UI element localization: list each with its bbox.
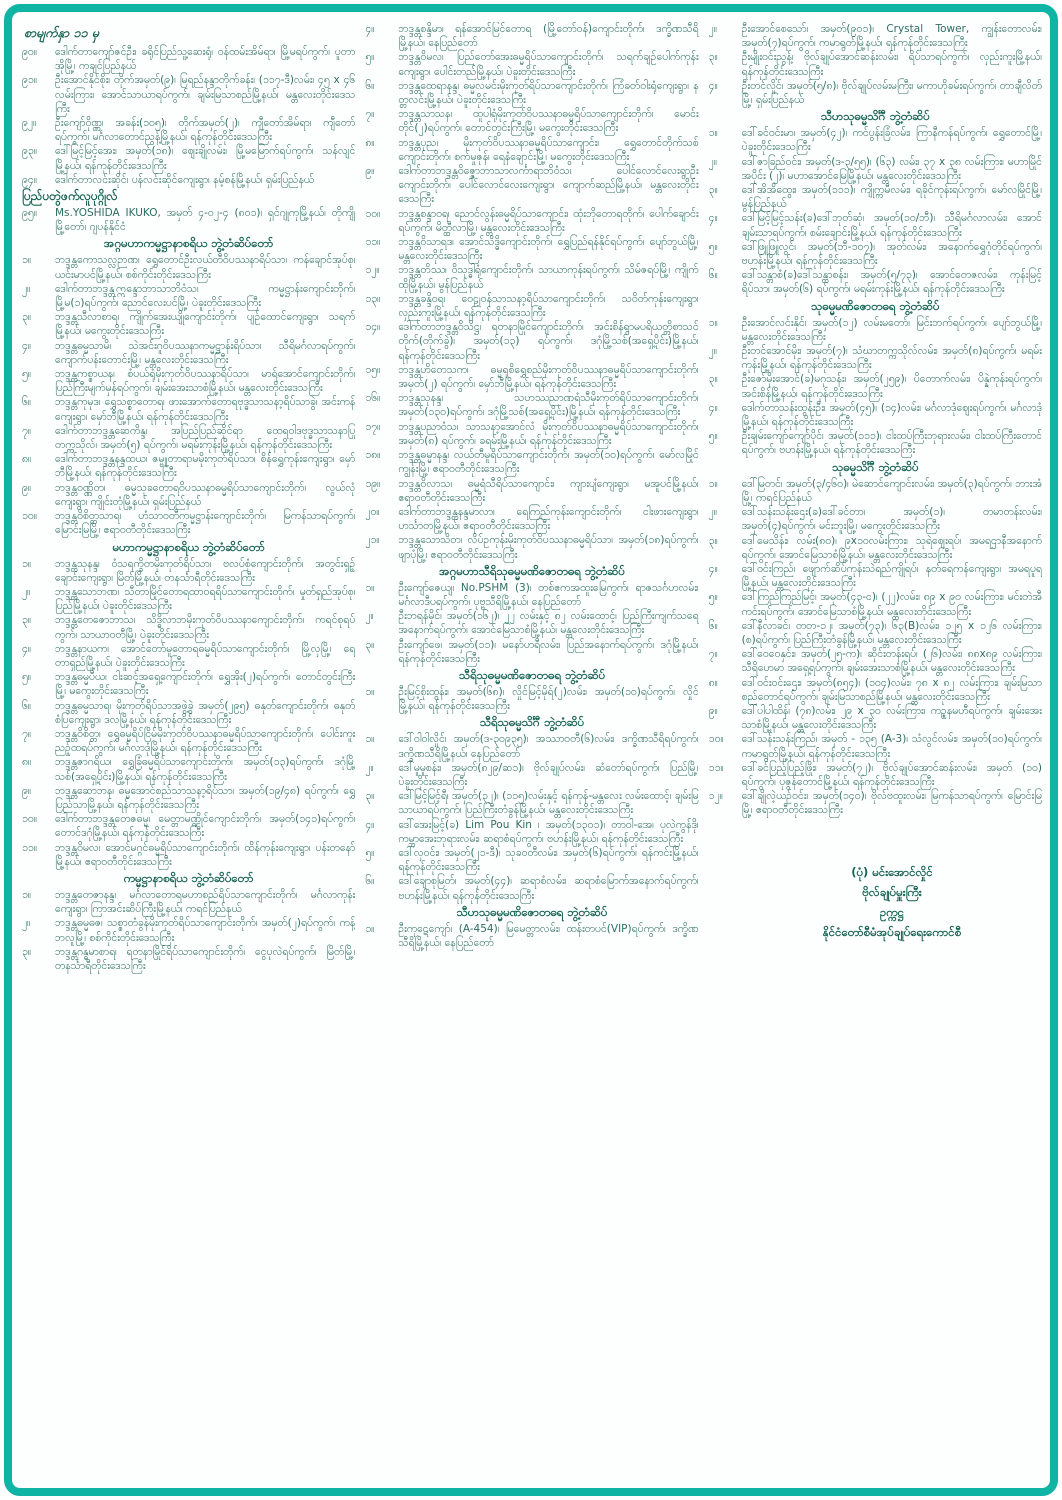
- list-item: [365, 235, 698, 263]
- item-number: ၁။: [365, 922, 375, 935]
- item-text: ဘဒ္ဒန္တစန္ဒိမာ၊ ရန်အောင်မြင်တောရ (မြို့တော်ဝန်)ကျောင်းတိုက်၊ ဒက္ခိဏသီရိမြို့နယ်၊ နေပြည်တော်: [398, 23, 699, 50]
- list-item: [22, 253, 355, 281]
- item-text: ဒေါက်တာလင်းဆိုင်၊ ပန်လင်းဆိုင်ကျေးရွာ၊ နမ့်စန်မြို့နယ်၊ ရှမ်းပြည်နယ်: [55, 173, 315, 186]
- list-item: [22, 613, 355, 641]
- item-number: ၂၀။: [365, 505, 380, 518]
- item-number: ၉။: [22, 784, 32, 797]
- item-number: ၅။: [365, 51, 375, 64]
- item-number: ၆။: [22, 396, 32, 409]
- item-number: ၂။: [708, 23, 717, 35]
- item-text: ဘဒ္ဒန္တဝိစိတ္တ၊ ရွှေဓမ္မရိပ်ငြိမ်မိုးကုတ်ဝိပဿနာဓမ္မရိပ်သာကျောင်းတိုက်၊ ပေါင်းကူးညဉ့်ထရပ်ကွက်၊ မင်္ဂလာဒုံမြို့နယ်၊ ရန်ကုန်တိုင်းဒေသကြီး: [55, 727, 356, 755]
- item-text: ဒေါ်ကြည်ကြည်မြင့်၊ အမှတ်(၄၃-င)၊ (၂၂)လမ်း၊ ၈၉ x ၉၀ လမ်းကြား၊ မင်းတဲအီကင်းရပ်ကွက်၊ အောင်မြေသာစံမြို့နယ်၊ မန္တလေးတိုင်းဒေသကြီး: [741, 591, 1042, 618]
- item-text: ဘဒ္ဒန္တခန္ဒိဝရ၊ ဝေဠုဝန်သာသနာ့ရိပ်သာကျောင်းတိုက်၊ သဝိတ်ကုန်းကျေးရွာ၊ လှည်းကူးမြို့နယ်၊ ရန်ကုန်တိုင်းဒေသကြီး: [398, 292, 699, 320]
- list-item: [365, 477, 698, 505]
- item-number: ၁၂။: [708, 790, 723, 803]
- item-text: ဒေါက်တာဘဒ္ဒန္တနန္ဒထယ၊ ဇမ္ဗူတာရာမမိုးကုတ်ရိပ်သာ၊ စိန်ရွှေကုန်းကျေးရွာ၊ မှော်ဘီမြို့နယ်၊ ရန်ကုန်တိုင်းဒေသကြီး: [55, 453, 356, 480]
- item-number: ၉၂။: [22, 117, 37, 130]
- list-item: [365, 448, 698, 476]
- item-text: ဒေါက်တာဘဒ္ဒန္တဝိသိဋ္ဌ၊ ရတနာမြိုင်ကျောင်းတိုက်၊ အင်းစိန်ရွာမပရိယတ္တိစာသင်တိုက်(တိုက်ခွဲ)၊ အမှတ်(၁၃) ရပ်ကွက်၊ ဒဂုံမြို့သစ်(အရှေ့ပိုင်း)မြို့နယ်၊ ရန်ကုန်တိုင်းဒေသကြီး: [398, 321, 699, 362]
- list-item: [709, 429, 1042, 457]
- item-text: ဘဒ္ဒန္တသုနန္ဒ၊ ဝံသရက္ခိတမိုးကုတ်ရိပ်သာ၊ ဗလပ်စုံကျောင်းတိုက်၊ အတွင်းရှဉ့်ချောင်းကျေးရွာ၊ မြိတ်မြို့နယ်၊ တနင်္သာရီတိုင်းဒေသကြီး: [55, 557, 356, 584]
- item-number: ၄။: [708, 401, 718, 414]
- list-item: [365, 50, 698, 78]
- item-text: ဒေါ်ဝါဝါလှိုင်၊ အမှတ်(ဒ-၃၀၉၃၅)၊ အဿာဝတီ(၆)လမ်း၊ ဒက္ခိဏသီရိရပ်ကွက်၊ ဒက္ခိဏသီရိမြို့နယ်၊ နေပြည်တော်: [398, 733, 699, 760]
- item-number: ၉၅။: [22, 207, 37, 220]
- item-text: ဦးအောင်နိုင်စိုး၊ တိုက်အမှတ်(၉)၊ မြရည်နန္ဒာတိုက်ခန်း၊ (၁၁၇-ဒီ)လမ်း၊ ၄၅ x ၄၆ လမ်းကြား၊ အောင်သာယာရပ်ကွက်၊ ချမ်းမြသာစည်မြို့နယ်၊ မန္တလေးတိုင်းဒေသကြီး: [55, 74, 356, 115]
- list-item: [709, 676, 1042, 704]
- item-number: ၉၄။: [22, 173, 37, 186]
- item-number: ၄။: [365, 818, 375, 831]
- item-text: ဦးကုဋေကျော်၊ (A-454)၊ မြမေတ္တာလမ်း၊ ထန်းတပင်(VIP)ရပ်ကွက်၊ ဒက္ခိဏသီရိမြို့နယ်၊ နေပြည်တော်: [398, 922, 699, 949]
- list-item: [22, 945, 355, 973]
- list-item: [22, 73, 355, 116]
- item-number: ၅။: [22, 368, 32, 381]
- item-text: ဘဒ္ဒန္တပုည၊ မိုးကုတ်ဝိပဿနာဓမ္မရိပ်သာကျောင်း၊ ရွှေတောင်တိုက်သစ်ကျောင်းတိုက်၊ စက်မှုဇုန်၊ ရေနံချောင်းမြို့၊ မကွေးတိုင်းဒေသကြီး: [398, 136, 699, 163]
- item-text: ဘဒ္ဒန္တတေဇောဘာသ၊ သိဒ္ဓိလာဘမိုးကုတ်ဝိပဿနာကျောင်းတိုက်၊ ကရင်စုရပ်ကွက်၊ သာယာဝတီမြို့၊ ပဲခူးတိုင်းဒေသကြီး: [55, 614, 356, 641]
- item-text: ဘဒ္ဒန္တဆောဘန၊ ဓမ္မအောင်စည်သာသနာ့ရိပ်သာ၊ အမှတ်(၁၉/၄၈) ရပ်ကွက်၊ ရွှေပြည်သာမြို့နယ်၊ ရန်ကုန်တိုင်းဒေသကြီး: [55, 784, 356, 811]
- item-number: ၉။: [22, 481, 32, 494]
- list-item: [365, 533, 698, 561]
- item-number: ၄။: [708, 212, 718, 225]
- item-text: ဒေါ်အိအိထွေး၊ အမှတ်(၁၁၁)၊ ကျိုက္ကမီလမ်း၊ ရခိုင်ကုန်းရပ်ကွက်၊ မော်လမြိုင်မြို့၊ မွန်ပြည်နယ်: [741, 184, 1042, 211]
- item-text: ဦးမြင့်စိုးထွန်း၊ အမှတ်(၆၈)၊ လှိုင်မြင့်မိုရ်(၂)လမ်း၊ အမှတ်(၁၀)ရပ်ကွက်၊ လှိုင်မြို့နယ်၊ ရန်ကုန်တိုင်းဒေသကြီး: [398, 685, 699, 713]
- list-item: [709, 183, 1042, 211]
- list-item: [365, 391, 698, 419]
- list-item: [22, 557, 355, 585]
- item-number: ၈။: [708, 676, 718, 689]
- item-number: ၃။: [22, 614, 32, 627]
- item-text: ဒေါ်အေးမြင့်(ခ) Lim Pou Kin ၊ အမှတ်(၁၃၀၁)၊ တာဝါ-အေ၊ ပုလဲကွန်ဒို၊ ကမ္ဘာအေးဘုရားလမ်း၊ ဆရာစံရပ်ကွက်၊ ဗဟန်းမြို့နယ်၊ ရန်ကုန်တိုင်းဒေသကြီး: [398, 818, 699, 845]
- list-item: [22, 585, 355, 613]
- item-text: ဘဒ္ဒန္တဝိမလ၊ အောင်မဂ္ဂင်ဓမ္မရိပ်သာကျောင်းတိုက်၊ ထိန်ကုန်းကျေးရွာ၊ ပန်းတနော်မြို့နယ်၊ ဧရာဝတီတိုင်းဒေသကြီး: [55, 841, 356, 868]
- list-item: [22, 755, 355, 783]
- item-number: ၃။: [365, 790, 375, 803]
- list-item: [709, 619, 1042, 647]
- item-text: ဘဒ္ဒန္တဇာဂရိယ၊ ရွှေခြံဓမ္မရိပ်သာကျောင်းတိုက်၊ အမှတ်(၁၃)ရပ်ကွက်၊ ဒဂုံမြို့သစ်(အရှေ့ပိုင်း)မြို့နယ်၊ ရန်ကုန်တိုင်းဒေသကြီး: [55, 756, 356, 783]
- item-text: ဒေါ်ခင်ဝင်းမာ၊ အမှတ်(၄၂)၊ ကင်ပွန်းခြံလမ်း၊ ကြာနီကန်ရပ်ကွက်၊ ရွှေတောင်မြို့၊ ပဲခူးတိုင်းဒေသကြီး: [741, 127, 1042, 154]
- item-text: ဘဒ္ဒန္တသာသန၊ ထူပါရုံမိုးကုတ်ဝိပဿနာဓမ္မရိပ်သာကျောင်းတိုက်၊ မောင်းတိုင်(၂)ရပ်ကွက်၊ တောင်တွင်းကြီးမြို့၊ မကွေးတိုင်းဒေသကြီး: [398, 108, 699, 135]
- list-item: [365, 761, 698, 789]
- signature-position: ဥက္ကဋ္ဌ: [880, 904, 904, 919]
- item-text: ဘဒ္ဒန္တဓမ္မသာရ၊ မိုးကုတ်ရိပ်သာအဖွဲ့ခွဲ အမှတ်(၂၉၅) ဓနုတ်ကျောင်းတိုက်၊ ဓနုတ်စံပြကျေးရွာ၊ ဒလမြို့နယ်၊ ရန်ကုန်တိုင်းဒေသကြီး: [55, 699, 356, 726]
- item-number: ၁၀။: [708, 733, 724, 746]
- list-item: [365, 581, 698, 609]
- section-heading: ပြည်ပတွဲဖက်လူပုဂ္ဂိုလ်: [22, 189, 118, 204]
- item-number: ၅။: [708, 430, 718, 443]
- list-item: [709, 505, 1042, 533]
- section-heading: အဂ္ဂမဟာသီရိသုဓမ္မမဏိဇောတဓရ ဘွဲ့တံဆိပ်: [439, 563, 625, 578]
- item-number: ၁။: [365, 581, 375, 594]
- item-text: ဦးကျော်ဖေ၊ အမှတ်(၁၁)၊ မနော်ဟရီလမ်း၊ ပြည်အနောက်ရပ်ကွက်၊ ဒဂုံမြို့နယ်၊ ရန်ကုန်တိုင်းဒေသကြီး: [398, 638, 699, 665]
- list-item: [709, 761, 1042, 789]
- item-text: ဒေါ်မေသိန်း၊ လမ်း(၈၀)၊ ၉x၁၀လမ်းကြား၊ သုရဲဈေးရပ်၊ အမရဌာနီအနောက်ရပ်ကွက်၊ အောင်မြေသာစံမြို့နယ်၊ မန္တလေးတိုင်းဒေသကြီး: [741, 534, 1042, 561]
- column-2-blocks: [365, 22, 698, 950]
- list-item: [22, 339, 355, 367]
- item-number: ၇။: [22, 727, 32, 740]
- list-item: [22, 367, 355, 395]
- item-number: ၂။: [22, 585, 31, 598]
- item-text: ဒေါ်မြင့်မြင့်သန်း(ခ)ဒေါ်ဘုတ်ဆုံ၊ အမှတ်(၁၀/ဘီ)၊ သီရိမင်္ဂလာလမ်း၊ အောင်ချမ်းသာရပ်ကွက်၊ စမ်းချောင်းမြို့နယ်၊ ရန်ကုန်တိုင်းဒေသကြီး: [741, 212, 1042, 239]
- item-number: ၅။: [22, 671, 32, 684]
- item-text: ဘဒ္ဒန္တသောသိတ၊ လိပ်ဥကုန်းမိုးကုတ်ဝိပဿနာဓမ္မရိပ်သာ၊ အမှတ်(၁၈)ရပ်ကွက်၊ ဖျာပုံမြို့၊ ဧရာဝတီတိုင်းဒေသကြီး: [398, 534, 699, 561]
- item-text: ဘဒ္ဒန္တသုနန္ဒ၊ သဟဿညာဏရံသီမိုးကုတ်ရိပ်သာကျောင်းတိုက်၊ အမှတ်(၁၃၀)ရပ်ကွက်၊ ဒဂုံမြို့သစ်(အရှေ့ပိုင်း)မြို့နယ်၊ ရန်ကုန်တိုင်းဒေသကြီး: [398, 392, 699, 419]
- list-item: [365, 420, 698, 448]
- item-text: ဒေါက်တာကျော်ဇင်ဦး၊ ခရိုင်ပြည်သူ့ဆေးရုံ၊ ဝန်ထမ်းအိမ်ရာ၊ မြို့မရပ်ကွက်၊ ပူတာအိုမြို့၊ ကချင်ပြည်နယ်: [55, 46, 356, 73]
- item-number: ၉၁။: [22, 74, 37, 87]
- item-text: ဘဒ္ဒန္တစန္ဒာဝရ၊ ညောင်လွန်းဓမ္မရိပ်သာကျောင်း၊ ထုံးဘိုတောရတိုက်၊ ပေါက်ချောင်းရပ်ကွက်၊ မိတ္ထီလာမြို့၊ မန္တလေးတိုင်းဒေသကြီး: [398, 207, 699, 234]
- list-item: [22, 509, 355, 537]
- item-number: ၁။: [708, 477, 718, 490]
- item-number: ၄။: [365, 23, 375, 35]
- item-number: ၃။: [708, 184, 718, 197]
- item-text: ဘဒ္ဒန္တတေဇာနန္ဒ၊ မင်္ဂလာတောရမဟာစည်ရိပ်သာကျောင်းတိုက်၊ မင်္ဂလာကုန်းကျေးရွာ၊ ကြာအင်းဆိပ်ကြီးမြို့နယ်၊ ကရင်ပြည်နယ်: [55, 888, 356, 916]
- continued-from-note: စာမျက်နှာ ၁၁ မှ: [24, 25, 100, 40]
- item-text: ဒေါက်တာဘဒ္ဒန္တနန္ဒမာလာ၊ ရေကြည်ကုန်းကျောင်းတိုက်၊ ငါးဖားကျေးရွာ၊ ဟင်္သာတမြို့နယ်၊ ဧရာဝတီတိုင်းဒေသကြီး: [398, 505, 699, 533]
- item-number: ၃။: [708, 51, 718, 64]
- section-heading: သီရိသုဓမ္မမဏိဇောတဓရ ဘွဲ့တံဆိပ်: [458, 667, 606, 682]
- item-text: ဦးချမ်းကျော်ကျော်ပိုင်၊ အမှတ်(၁၁၁)၊ ငါးထပ်ကြီးဘုရားလမ်း၊ ငါးထပ်ကြီးတောင်ရပ်ကွက်၊ ဗဟန်းမြို့နယ်၊ ရန်ကုန်တိုင်းဒေသကြီး: [741, 430, 1042, 457]
- list-item: [365, 164, 698, 207]
- item-text: ဘဒ္ဒန္တဓမ္မသာမိ၊ သဲအင်းဂူဝိပဿနာကမ္မဋ္ဌာန်းရိပ်သာ၊ သီရိမင်္ဂလာရပ်ကွက်၊ ကျောက်ပန်းတောင်းမြို့၊ မန္တလေးတိုင်းဒေသကြီး: [55, 339, 356, 366]
- item-number: ၁၁။: [365, 236, 381, 249]
- column-3-blocks: [709, 22, 1042, 818]
- list-item: [22, 116, 355, 144]
- item-number: ၁၇။: [365, 420, 381, 433]
- item-number: ၆။: [22, 699, 32, 712]
- item-number: ၄။: [708, 562, 718, 575]
- item-text: ဘဒ္ဒန္တကစ္စာယန၊ စံပယ်ရုံမိုးကုတ်ဝိပဿနာရိပ်သာ၊ မာရ်အောင်ကျောင်းတိုက်၊ ပြည်ကြီးမျက်မှန်ရပ်ကွက်၊ ချမ်းအေးသာစံမြို့နယ်၊ မန္တလေးတိုင်းဒေသကြီး: [55, 368, 356, 395]
- item-number: ၆။: [708, 269, 718, 282]
- item-number: ၄။: [22, 642, 32, 655]
- item-number: ၃။: [22, 945, 32, 958]
- list-item: [709, 789, 1042, 817]
- item-number: ၁၄။: [365, 321, 381, 334]
- list-item: [709, 647, 1042, 675]
- item-text: ဘဒ္ဒန္တဝိလာသ၊ ဓမ္မရံသီရိပ်သာကျောင်း၊ ကျားပျံကျေးရွာ၊ မအူပင်မြို့နယ်၊ ဧရာဝတီတိုင်းဒေသကြီး: [398, 477, 699, 504]
- item-number: ၇။: [365, 108, 375, 121]
- list-item: [22, 642, 355, 670]
- list-item: [365, 638, 698, 666]
- list-item: [709, 268, 1042, 296]
- list-item: [22, 424, 355, 452]
- item-number: ၂။: [708, 155, 717, 168]
- item-text: ဒေါ်ဖြူဖြူလွင်၊ အမှတ်(ဘီ-၁၀၇)၊ အုတ်လမ်း၊ အနောက်ရွှေဂုံတိုင်ရပ်ကွက်၊ ဗဟန်းမြို့နယ်၊ ရန်ကုန်တိုင်းဒေသကြီး: [741, 240, 1042, 268]
- list-item: [22, 282, 355, 310]
- item-number: ၁၀။: [22, 813, 37, 826]
- signature-block: [742, 862, 1042, 942]
- item-text: ဘဒ္ဒန္တဟိတေသက၊ ဓမ္မရုစိရွှေစည်မိုးကုတ်ဝိပဿနာဓမ္မရိပ်သာကျောင်းတိုက်၊ အမှတ်(၂) ရပ်ကွက်၊ မှော်ဘီမြို့နယ်၊ ရန်ကုန်တိုင်းဒေသကြီး: [398, 363, 699, 391]
- item-text: ဦးအောင်စေသော်၊ အမှတ်(၉၀၁)၊ Crystal Tower, ကျွန်းတောလမ်း၊ အမှတ်(၇)ရပ်ကွက်၊ ကမာရွတ်မြို့နယ်၊ ရန်ကုန်တိုင်းဒေသကြီး: [741, 23, 1042, 50]
- item-text: ဘဒ္ဒန္တဝိသာရဒ၊ အောင်သိဒ္ဓိကျောင်းတိုက်၊ ရွှေပြည်ရန်နိုင်ရပ်ကွက်၊ ပျော်ဘွယ်မြို့၊ မန္တလေးတိုင်းဒေသကြီး: [398, 236, 699, 263]
- list-item: [22, 888, 355, 916]
- list-item: [709, 477, 1042, 505]
- item-number: ၁၆။: [365, 392, 381, 405]
- page-columns: [22, 22, 1042, 1480]
- list-item: [22, 310, 355, 338]
- list-item: [709, 534, 1042, 562]
- item-text: ဦးတင်အောင်မိုး၊ အမှတ်(၇)၊ သံဃာတက္ကသိုလ်လမ်း၊ အမှတ်(၈)ရပ်ကွက်၊ မရမ်းကုန်းမြို့နယ်၊ ရန်ကုန်တိုင်းဒေသကြီး: [741, 345, 1042, 372]
- list-item: [22, 699, 355, 727]
- list-item: [22, 727, 355, 755]
- item-text: ဒေါ်သန္တာစံ(ခ)ဒေါ်သန္တာစန်း၊ အမှတ်(၅/၇၃)၊ အောင်တေဇလမ်း၊ ကုန်းမြင့်ရိပ်သာ၊ အမှတ်(၆) ရပ်ကွက်၊ မရမ်းကုန်းမြို့နယ်၊ ရန်ကုန်တိုင်းဒေသကြီး: [741, 269, 1042, 296]
- list-item: [365, 818, 698, 846]
- list-item: [365, 874, 698, 902]
- list-item: [22, 206, 355, 234]
- item-number: ၈။: [22, 453, 32, 466]
- item-number: ၃။: [708, 373, 718, 386]
- item-text: ဒေါ်ဇာခြည်ဝင်း၊ အမှတ်(ဒ-၃/၅၅)၊ (၆၃) လမ်း၊ ၃၇ x ၃၈ လမ်းကြား၊ မဟာမြိုင်အပိုင်း (၂)၊ မဟာအောင်မြေမြို့နယ်၊ မန္တလေးတိုင်းဒေသကြီး: [741, 155, 1042, 182]
- list-item: [365, 789, 698, 817]
- item-text: ဦးကျော်ဝိုဏ္ဏ၊ အခန်း(၁၀၅)၊ တိုက်အမှတ်(၂)၊ ကျီတော်အိမ်ရာ၊ ကျီတော်ရပ်ကွက်၊ မင်္ဂလာတောင်ညွန့်မြို့နယ်၊ ရန်ကုန်တိုင်းဒေသကြီး: [55, 117, 356, 144]
- list-item: [365, 685, 698, 713]
- section-heading: ကမ္မဋ္ဌာနာစရိယ ဘွဲ့တံဆိပ်တော်: [123, 870, 254, 885]
- item-number: ၁။: [365, 685, 375, 698]
- list-item: [709, 155, 1042, 183]
- list-item: [22, 452, 355, 480]
- list-item: [709, 316, 1042, 344]
- signature-organization: နိုင်ငံတော်စီမံအုပ်ချုပ်ရေးကောင်စီ: [822, 924, 962, 939]
- item-text: ဒေါ်ချောစုမြတ်၊ အမှတ်(၄၄)၊ ဆရာစံလမ်း၊ ဆရာစံမြောက်အနောက်ရပ်ကွက်၊ ဗဟန်းမြို့နယ်၊ ရန်ကုန်တိုင်းဒေသကြီး: [398, 875, 699, 902]
- item-text: ဦးတင်လှိုင်၊ အမှတ်(၅/၈)၊ ဗိုလ်ချုပ်လမ်းမကြီး၊ မကာဟိုခမ်းရပ်ကွက်၊ တာချီလိတ်မြို့၊ ရှမ်းပြည်နယ်: [741, 79, 1042, 107]
- item-number: ၇။: [22, 424, 32, 437]
- list-item: [365, 505, 698, 533]
- section-heading: သုဓမ္မမဏိဇောတဓရ ဘွဲ့တံဆိပ်: [811, 298, 940, 313]
- list-item: [709, 590, 1042, 618]
- item-text: ဘဒ္ဒန္တဂန္ဓမာစာရ၊ ရတနာမြိုင်ရိပ်သာကျောင်းတိုက်၊ ငွေပုလဲရပ်ကွက်၊ မြိတ်မြို့၊ တနင်္သာရီတိုင်းဒေသကြီး: [55, 945, 356, 972]
- list-item: [22, 395, 355, 423]
- list-item: [22, 173, 355, 187]
- list-item: [365, 22, 698, 50]
- item-number: ၄။: [22, 339, 32, 352]
- item-text: ဒေါ်မြင့်မြင့်အေး၊ အမှတ်(၁၈)၊ ဈေးချိုလမ်း၊ မြို့မမြောက်ရပ်ကွက်၊ သန်လျင်မြို့နယ်၊ ရန်ကုန်တိုင်းဒေသကြီး: [55, 145, 356, 172]
- item-number: ၈။: [22, 756, 32, 769]
- item-text: ဘဒ္ဒန္တဓမ္မပီယ၊ ငါးဆင့်အရှေ့ကျောင်းတိုက်၊ ရွှေအိုး(၂)ရပ်ကွက်၊ တောင်တွင်းကြီးမြို့၊ မကွေးတိုင်းဒေသကြီး: [55, 671, 356, 698]
- item-text: ဘဒ္ဒန္တပညာဝံသ၊ သာသနာ့အောင်လံ မိုးကုတ်ဝိပဿနာဓမ္မရိပ်သာကျောင်းတိုက်၊ အမှတ်(၈) ရပ်ကွက်၊ ခရမ်းမြို့နယ်၊ ရန်ကုန်တိုင်းဒေသကြီး: [398, 420, 699, 447]
- column-3: [709, 22, 1042, 1480]
- item-number: ၁၅။: [365, 363, 381, 376]
- list-item: [709, 732, 1042, 760]
- list-item: [709, 704, 1042, 732]
- column-1: [22, 22, 355, 1480]
- section-heading: သီဟသုဓမ္မမဏိဇောတဓရ ဘွဲ့တံဆိပ်: [456, 904, 608, 919]
- item-number: ၂။: [365, 610, 374, 623]
- item-number: ၆။: [365, 875, 375, 888]
- item-text: ဒေါ်မြင့်မြင့်ရီ၊ အမှတ်(၃၂)၊ (၁၁၅)လမ်းနှင့် ရန်ကုန်-မန္တလေး လမ်းထောင့်၊ ချမ်းမြသာယာရပ်ကွက်၊ ပြည်ကြီးတံခွန်မြို့နယ်၊ မန္တလေးတိုင်းဒေသကြီး: [398, 790, 699, 817]
- item-text: ဒေါက်တာသန်းထွန်းဦး၊ အမှတ်(၄၅)၊ (၁၄)လမ်း၊ မင်္ဂလာဒုံဈေးရပ်ကွက်၊ မင်္ဂလာဒုံမြို့နယ်၊ ရန်ကုန်တိုင်းဒေသကြီး: [741, 401, 1042, 429]
- list-item: [709, 372, 1042, 400]
- item-text: ဘဒ္ဒန္တသီလာစာရ၊ ကျိုက်အေးယျိုကျောင်းတိုက်၊ ပျဉ်ထောင်ကျေးရွာ၊ သရက်မြို့နယ်၊ မကွေးတိုင်းဒေသကြီး: [55, 311, 356, 338]
- item-number: ၁။: [708, 127, 718, 140]
- list-item: [709, 22, 1042, 50]
- item-number: ၄။: [708, 79, 718, 92]
- item-number: ၁။: [708, 316, 718, 329]
- item-number: ၂။: [22, 917, 31, 930]
- list-item: [365, 922, 698, 950]
- item-number: ၁၀။: [365, 207, 381, 220]
- item-text: ဘဒ္ဒန္တတိဿ၊ ဝိသုဒ္ဓါရုံကျောင်းတိုက်၊ သာယာကုန်းရပ်ကွက်၊ သိမ်ဇရပ်မြို့၊ ကျိုက်ထိုမြို့နယ်၊ မွန်ပြည်နယ်: [398, 264, 699, 291]
- item-number: ၅။: [708, 591, 718, 604]
- item-number: ၁။: [22, 557, 32, 570]
- section-heading: အဂ္ဂမဟာကမ္မဋ္ဌာနာစရိယ ဘွဲ့တံဆိပ်တော်: [103, 236, 274, 251]
- list-item: [365, 207, 698, 235]
- list-item: [22, 45, 355, 73]
- item-text: ဒေါက်တာဘဒ္ဒန္တဝိဇ္ဇောဘာသာလင်္ကာရာဘိဝံသ၊ ပေါင်လောင်လေးရွာဦးကျောင်းတိုက်၊ ပေါင်လောင်လေးကျေးရွာ၊ ကျောက်ဆည်မြို့နယ်၊ မန္တလေးတိုင်းဒေသကြီး: [398, 165, 699, 206]
- column-1-blocks: [22, 45, 355, 973]
- list-item: [709, 401, 1042, 429]
- signature-name: (ပုံ) မင်းအောင်လှိုင်: [851, 864, 933, 879]
- item-number: ၂။: [22, 282, 31, 295]
- item-number: ၂၁။: [365, 534, 380, 547]
- list-item: [365, 292, 698, 320]
- item-number: ၁၉။: [365, 477, 381, 490]
- item-text: ဘဒ္ဒန္တဝိမလ၊ ပြည်တော်အေးဓမ္မရိပ်သာကျောင်းတိုက်၊ သရက်ချဉ်ပေါက်ကုန်းကျေးရွာ၊ ပေါင်းတည်မြို့နယ်၊ ပဲခူးတိုင်းဒေသကြီး: [398, 51, 699, 78]
- item-number: ၁၁။: [708, 761, 724, 774]
- item-text: ဒေါက်တာဘဒ္ဒန္တဆေကိန္ဒ၊ အပြည်ပြည်ဆိုင်ရာ ထေရဝါဒဗုဒ္ဓသာသနာပြုတက္ကသိုလ်၊ အမှတ်(၅) ရပ်ကွက်၊ မရမ်းကုန်းမြို့နယ်၊ ရန်ကုန်တိုင်းဒေသကြီး: [55, 424, 356, 452]
- item-text: ဦးမျိုးဝင်းညွန့်၊ ဗိုလ်ချုပ်အောင်ဆန်းလမ်း၊ ရိပ်သာရပ်ကွက်၊ လှည်းကူးမြို့နယ်၊ ရန်ကုန်တိုင်းဒေသကြီး: [741, 51, 1042, 78]
- item-number: ၈။: [365, 136, 375, 149]
- item-text: ဒေါ်သန်းသန်းကြည်၊ အမှတ် - ၁၃၅ (A-3)၊ သံလွင်လမ်း၊ အမှတ်(၁၀)ရပ်ကွက်၊ ကမာရွတ်မြို့နယ်၊ ရန်ကုန်တိုင်းဒေသကြီး: [741, 733, 1042, 760]
- item-text: ဘဒ္ဒန္တဝိစိတ္တသာရ၊ ဟံသာဝတီကမ္မဋ္ဌာန်းကျောင်းတိုက်၊ မြကန်သာရပ်ကွက်၊ မြောင်းမြမြို့၊ ဧရာဝတီတိုင်းဒေသကြီး: [55, 510, 356, 537]
- item-number: ၂။: [708, 345, 717, 358]
- list-item: [365, 363, 698, 391]
- list-item: [709, 211, 1042, 239]
- item-number: ၃။: [22, 311, 32, 324]
- list-item: [22, 916, 355, 944]
- item-number: ၁၂။: [365, 264, 380, 277]
- item-number: ၆။: [708, 619, 718, 632]
- list-item: [365, 107, 698, 135]
- list-item: [365, 79, 698, 107]
- item-text: ဒေါ်ဝေဝေနှင်း၊ အမှတ်(၂၅-က)၊ ဆိုင်းတန်းရပ်၊ (၂၆)လမ်း၊ ၈၈x၈၉ လမ်းကြား၊ သီရိဟေမာ အရှေ့ရပ်ကွက်၊ ချမ်းအေးသာစံမြို့နယ်၊ မန္တလေးတိုင်းဒေသကြီး: [741, 648, 1042, 675]
- item-text: ဒေါ်သန်းသန်းဌေး(ခ)ဒေါ်ခင်တာ၊ အမှတ်(၁)၊ တမာတန်းလမ်း၊ အမှတ်(၄)ရပ်ကွက်၊ မင်းဘူးမြို့၊ မကွေးတိုင်းဒေသကြီး: [741, 506, 1042, 533]
- item-text: ဘဒ္ဒန္တထေရာနန္ဒ၊ ဓမ္မလမင်းမိုးကုတ်ရိပ်သာကျောင်းတိုက်၊ ကြံခတ်ဝါးရုံကျေးရွာ၊ နတ္တလင်းမြို့နယ်၊ ပဲခူးတိုင်းဒေသကြီး: [398, 79, 699, 107]
- item-number: ၁။: [365, 733, 375, 746]
- list-item: [365, 609, 698, 637]
- item-number: ၉။: [365, 165, 375, 178]
- item-text: ဒေါ်ချိုလဲ့ယဉ်ဝင်း၊ အမှတ်(၁၄၀)၊ ဗိုလ်ဗထူးလမ်း၊ မြကန်သာရပ်ကွက်၊ မြောင်းမြမြို့၊ ဧရာဝတီတိုင်းဒေသကြီး: [741, 790, 1042, 817]
- page-border: [4, 4, 1058, 1496]
- item-number: ၁၃။: [365, 292, 381, 305]
- item-text: ဒေါ်နီလာခင်၊ တတ-၁၂၊ အမှတ်(၇၃)၊ ၆၃(B)လမ်း၊ ၁၂၅ x ၁၂၆ လမ်းကြား၊ (စ)ရပ်ကွက်၊ ပြည်ကြီးတံခွန်မြို့နယ်၊ မန္တလေးတိုင်းဒေသကြီး: [741, 619, 1042, 646]
- item-text: ဦးကျော်ဇေယျ၊ No.PSHM (3)၊ တစ်ဧကအထူးမြေကွက်၊ ရာဇသင်္ဂဟလမ်း၊ မင်္ဂလာဒီပရပ်ကွက်၊ ပုဗ္ဗသီရိမြို့နယ်၊ နေပြည်တော်: [398, 581, 699, 608]
- item-number: ၂။: [708, 506, 717, 519]
- item-number: ၂။: [365, 761, 374, 774]
- item-number: ၅။: [708, 240, 718, 253]
- item-number: ၁။: [22, 888, 32, 901]
- item-text: ဦးအောင်လင်းနိုင်၊ အမှတ်(၁၂) လမ်းမတော်၊ မြင်းဘက်ရပ်ကွက်၊ ပျော်ဘွယ်မြို့၊ မန္တလေးတိုင်းဒေသကြီး: [741, 316, 1042, 343]
- item-number: ၁။: [22, 254, 32, 267]
- list-item: [709, 50, 1042, 78]
- list-item: [22, 841, 355, 869]
- item-text: ဘဒ္ဒန္တကုမုဒ၊ ရွှေသစ္စာတောရ၊ ဖားအောက်တောရဗုဒ္ဓသာသနာ့ရိပ်သာခွဲ၊ အင်းကန်ကျေးရွာ၊ မှော်ဘီမြို့နယ်၊ ရန်ကုန်တိုင်းဒေသကြီး: [55, 396, 356, 423]
- item-text: ဘဒ္ဒန္တဓမ္မဓဇ၊ သစ္စာတံခွန်မိုးကုတ်ရိပ်သာကျောင်းတိုက်၊ အမှတ်(၂)ရပ်ကွက်၊ ကန့်ဘလူမြို့၊ စစ်ကိုင်းတိုင်းဒေသကြီး: [55, 917, 356, 944]
- list-item: [365, 846, 698, 874]
- item-number: ၆။: [365, 79, 375, 92]
- list-item: [709, 344, 1042, 372]
- item-text: ဘဒ္ဒန္တနာယက၊ အောင်တော်မူတောရဓမ္မရိပ်သာကျောင်းတိုက်၊ မြို့လှမြို့၊ ရေတာရှည်မြို့နယ်၊ ပဲခူးတိုင်းဒေသကြီး: [55, 642, 356, 669]
- list-item: [709, 562, 1042, 590]
- section-heading: သီဟသုဓမ္မသိင်္ဂီ ဘွဲ့တံဆိပ်: [820, 109, 930, 124]
- section-heading: မဟာကမ္မဋ္ဌာနာစရိယ ဘွဲ့တံဆိပ်တော်: [112, 539, 265, 554]
- list-item: [365, 320, 698, 363]
- item-number: ၃။: [708, 534, 718, 547]
- item-text: ဘဒ္ဒန္တသောဘဏ၊ သီတာမြိုင်တောရထာဝရရိပ်သာကျောင်းတိုက်၊ မှုတ်ရှည်အုပ်စု၊ ပြည်မြို့နယ်၊ ပဲခူးတိုင်းဒေသကြီး: [55, 585, 356, 613]
- list-item: [709, 79, 1042, 107]
- item-number: ၉။: [708, 704, 718, 717]
- section-heading: သီရိသုဓမ္မသိင်္ဂီ ဘွဲ့တံဆိပ်: [479, 715, 585, 730]
- item-text: ဒေါ်မူမူစန်း၊ အမှတ်(၈၂၉/ဆ၁)၊ ဗိုလ်ချုပ်လမ်း၊ ဆံတော်ရပ်ကွက်၊ ပြည်မြို့၊ ပဲခူးတိုင်းဒေသကြီး: [398, 761, 699, 788]
- list-item: [22, 481, 355, 509]
- list-item: [365, 136, 698, 164]
- item-number: ၅။: [365, 846, 375, 859]
- list-item: [22, 144, 355, 172]
- list-item: [22, 670, 355, 698]
- item-text: ဘဒ္ဒန္တဓမ္မာနန္ဒ၊ လယ်တီမူရိပ်သာကျောင်းတိုက်၊ အမှတ်(၁၀)ရပ်ကွက်၊ မော်လမြိုင်ကျွန်းမြို့၊ ဧရာဝတီတိုင်းဒေသကြီး: [398, 449, 699, 476]
- list-item: [22, 812, 355, 840]
- list-item: [365, 263, 698, 291]
- item-text: ဒေါက်တာဘဒ္ဒန္တဣန္ဒောဘာသာဘိဝံသ၊ ကမ္မဋ္ဌာန်းကျောင်းတိုက်၊ မြို့မ(၁)ရပ်ကွက်၊ ညောင်လေးပင်မြို့၊ ပဲခူးတိုင်းဒေသကြီး: [55, 282, 356, 310]
- item-text: ဒေါ်လှဝင်း၊ အမှတ်(၂၁-ဒီ)၊ သုခဝတီလမ်း၊ အမှတ်(၆)ရပ်ကွက်၊ ရန်ကင်းမြို့နယ်၊ ရန်ကုန်တိုင်းဒေသကြီး: [398, 846, 699, 874]
- list-item: [709, 126, 1042, 154]
- item-text: ဘဒ္ဒန္တဝဏ္ဏိတ၊ ဓမ္မသုခတောရဝိပဿနာဓမ္မရိပ်သာကျောင်းတိုက်၊ လွယ်လုံကျေးရွာ၊ ကျိုင်းတုံမြို့နယ်၊ ရှမ်းပြည်နယ်: [55, 481, 356, 508]
- item-text: ဘဒ္ဒန္တကောသလ္လဉာဏ၊ ရွှေတောင်ဦးလယ်တီဝိပဿနာရိပ်သာ၊ ကန်ချောင်အုပ်စု၊ ယင်းမာပင်မြို့နယ်၊ စစ်ကိုင်းတိုင်းဒေသကြီး: [55, 254, 356, 281]
- item-text: ဒေါ်ဝင်းကြည်၊ ဖျောက်ဆိပ်ကုန်းသဲရည်ကျိုရပ်၊ နတ်ရေကန်ကျေးရွာ၊ အမရပူရမြို့နယ်၊ မန္တလေးတိုင်းဒေသကြီး: [741, 562, 1042, 590]
- list-item: [709, 240, 1042, 268]
- item-number: ၃။: [365, 638, 375, 651]
- item-text: ဒေါ်ဝင်းဝင်းဌေး၊ အမှတ်(၈၅၄)၊ (၁၀၄)လမ်း၊ ၇၈ x ၈၂ လမ်းကြား၊ ချမ်းမြသာစည်တောင်ရပ်ကွက်၊ ချမ်းမြသာစည်မြို့နယ်၊ မန္တလေးတိုင်းဒေသကြီး: [741, 676, 1042, 703]
- item-text: ဒေါ်မြတင်၊ အမှတ်(၃/၄၆၀)၊ မဲဆောင်ကျောင်းလမ်း၊ အမှတ်(၃)ရပ်ကွက်၊ ဘားအံမြို့၊ ကရင်ပြည်နယ်: [741, 477, 1042, 504]
- item-text: ဦးဘရန်မိုင်၊ အမှတ်(၁၆၂)၊ ၂၂ လမ်းနှင့် ၈၂ လမ်းထောင့်၊ ပြည်ကြီးကျက်သရေအနောက်ရပ်ကွက်၊ အောင်မြေသာစံမြို့နယ်၊ မန္တလေးတိုင်းဒေသကြီး: [398, 610, 699, 637]
- signature-rank: ဗိုလ်ချုပ်မှူးကြီး: [862, 884, 922, 899]
- item-number: ၉၀။: [22, 46, 37, 58]
- list-item: [22, 784, 355, 812]
- item-number: ၉၃။: [22, 145, 37, 158]
- item-text: ဒေါ်ခင်ပြည့်ပြည့်ဖြိုး၊ အမှတ်(၇၂)၊ ဗိုလ်ချုပ်အောင်ဆန်းလမ်း၊ အမှတ် (၁၀) ရပ်ကွက်၊ ပုဇွန်တောင်မြို့နယ်၊ ရန်ကုန်တိုင်းဒေသကြီး: [741, 761, 1042, 788]
- item-number: ၁၀။: [22, 510, 37, 523]
- section-heading: သုဓမ္မသိင်္ဂီ ဘွဲ့တံဆိပ်: [832, 459, 919, 474]
- item-number: ၁၁။: [22, 841, 37, 854]
- item-number: ၁၈။: [365, 449, 381, 462]
- list-item: [365, 732, 698, 760]
- item-text: ဦးဇော်မိုးအောင်(ခ)မဂုသန်း၊ အမှတ်(၂၅၉)၊ ပိတောက်လမ်း၊ ပိန္နဲကုန်းရပ်ကွက်၊ အင်းစိန်မြို့နယ်၊ ရန်ကုန်တိုင်းဒေသကြီး: [741, 373, 1042, 400]
- item-text: Ms.YOSHIDA IKUKO, အမှတ် ၄-၀၂-၄ (၈၀၁)၊ ရှင်ဂျုကုမြို့နယ်၊ တိုကျိုမြို့တော်၊ ဂျပန်နိုင်ငံ: [55, 207, 356, 234]
- column-2: [365, 22, 698, 1480]
- item-text: ဒေါက်တာဘဒ္ဒန္တတေဇဓမ္မ၊ မေတ္တာမဏ္ဍိုင်ကျောင်းတိုက်၊ အမှတ်(၁၄၁)ရပ်ကွက်၊ တောင်ဒဂုံမြို့နယ်၊ ရန်ကုန်တိုင်းဒေသကြီး: [55, 813, 356, 840]
- item-text: ဒေါ်ပါပါထိန်၊ (၇၈)လမ်း၊ ၂၉ x ၃၀ လမ်းကြား၊ ကဥ္စနမဟီရပ်ကွက်၊ ချမ်းအေးသာစံမြို့နယ်၊ မန္တလေးတိုင်းဒေသကြီး: [741, 704, 1042, 732]
- item-number: ၇။: [708, 648, 718, 661]
